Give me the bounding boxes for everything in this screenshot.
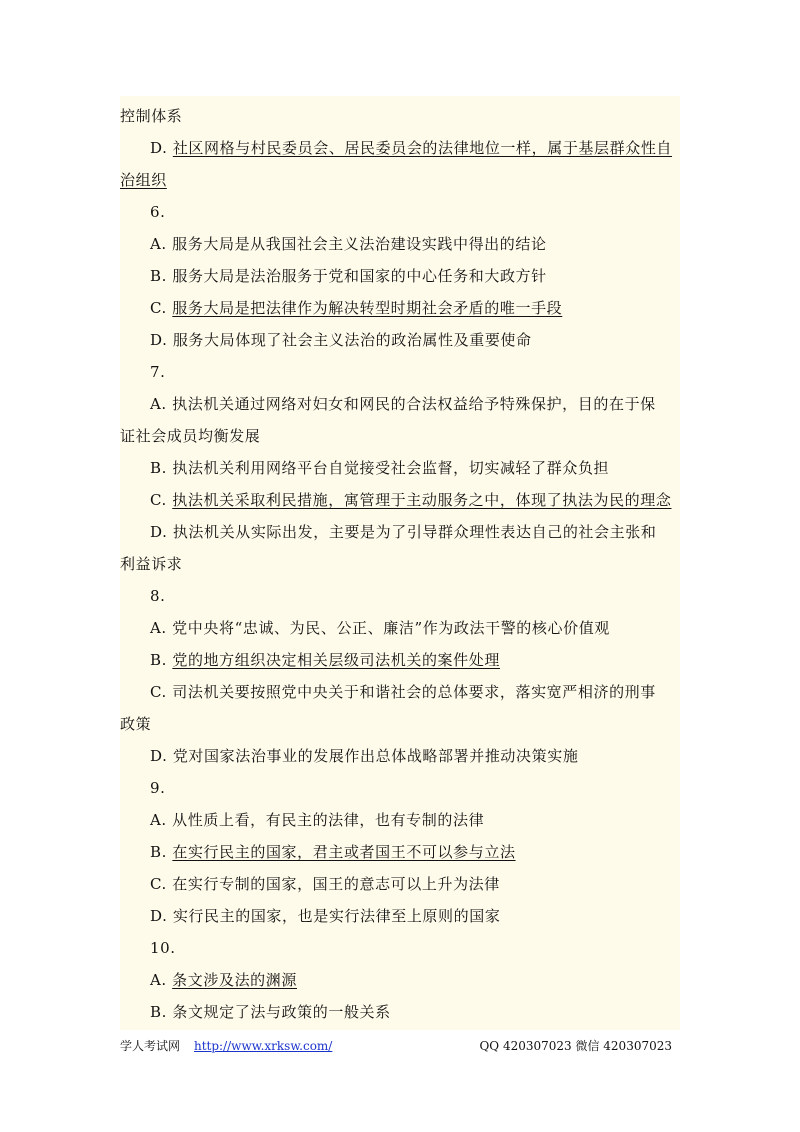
footer-url-link[interactable]: http://www.xrksw.com/ <box>194 1039 333 1053</box>
line-text: 司法机关要按照党中央关于和谐社会的总体要求，落实宽严相济的刑事 <box>172 683 656 701</box>
option-letter: D. <box>150 747 173 765</box>
line-text: 条文规定了法与政策的一般关系 <box>172 1003 391 1021</box>
text-line <box>120 1002 680 1022</box>
line-text: 党对国家法治事业的发展作出总体战略部署并推动决策实施 <box>172 747 579 765</box>
line-text: 服务大局是法治服务于党和国家的中心任务和大政方针 <box>172 267 547 285</box>
text-line <box>120 778 680 798</box>
option-letter: D. <box>150 523 173 541</box>
answer-text-underlined: 在实行民主的国家，君主或者国王不可以参与立法 <box>172 843 516 861</box>
option-letter: B. <box>150 651 173 669</box>
text-line <box>120 234 680 254</box>
line-text: 6. <box>150 203 166 221</box>
option-letter: C. <box>150 875 173 893</box>
line-text: 执法机关通过网络对妇女和网民的合法权益给予特殊保护，目的在于保 <box>172 395 656 413</box>
option-letter: D. <box>150 139 173 157</box>
document-body <box>120 96 680 1030</box>
text-line <box>120 650 680 670</box>
option-letter: C. <box>150 299 173 317</box>
line-text: 党中央将“忠诚、为民、公正、廉洁”作为政法干警的核心价值观 <box>172 619 610 637</box>
text-line <box>120 266 680 286</box>
option-letter: A. <box>150 619 173 637</box>
text-line <box>120 586 680 606</box>
text-line <box>120 522 680 542</box>
answer-text-underlined: 执法机关采取利民措施，寓管理于主动服务之中，体现了执法为民的理念 <box>172 491 672 509</box>
line-text: 政策 <box>120 715 152 733</box>
text-line <box>120 938 680 958</box>
answer-text-underlined: 服务大局是把法律作为解决转型时期社会矛盾的唯一手段 <box>172 299 563 317</box>
option-letter: A. <box>150 811 173 829</box>
text-line <box>120 170 680 190</box>
page-footer <box>120 1036 680 1056</box>
text-line <box>120 682 680 702</box>
text-line <box>120 554 680 574</box>
text-line <box>120 394 680 414</box>
text-line <box>120 714 680 734</box>
line-text: 在实行专制的国家，国王的意志可以上升为法律 <box>172 875 500 893</box>
line-text: 从性质上看，有民主的法律，也有专制的法律 <box>172 811 485 829</box>
option-letter: A. <box>150 971 173 989</box>
line-text: 7. <box>150 363 166 381</box>
option-letter: C. <box>150 683 173 701</box>
option-letter: D. <box>150 331 173 349</box>
text-line <box>120 458 680 478</box>
text-line <box>120 490 680 510</box>
line-text: 执法机关从实际出发，主要是为了引导群众理性表达自己的社会主张和 <box>172 523 657 541</box>
line-text: 10. <box>150 939 176 957</box>
text-line <box>120 906 680 926</box>
text-line <box>120 842 680 862</box>
text-line <box>120 874 680 894</box>
answer-text-underlined: 治组织 <box>120 171 167 189</box>
line-text: 服务大局体现了社会主义法治的政治属性及重要使命 <box>172 331 532 349</box>
answer-text-underlined: 条文涉及法的渊源 <box>172 971 297 989</box>
option-letter: B. <box>150 1003 173 1021</box>
answer-text-underlined: 社区网格与村民委员会、居民委员会的法律地位一样，属于基层群众性自 <box>172 139 673 157</box>
option-letter: D. <box>150 907 173 925</box>
text-line <box>120 426 680 446</box>
line-text: 服务大局是从我国社会主义法治建设实践中得出的结论 <box>172 235 547 253</box>
line-text: 证社会成员均衡发展 <box>120 427 261 445</box>
option-letter: B. <box>150 267 173 285</box>
line-text: 控制体系 <box>120 107 183 125</box>
text-line <box>120 618 680 638</box>
option-letter: A. <box>150 395 173 413</box>
answer-text-underlined: 党的地方组织决定相关层级司法机关的案件处理 <box>172 651 500 669</box>
option-letter: B. <box>150 843 173 861</box>
text-line <box>120 970 680 990</box>
line-text: 实行民主的国家，也是实行法律至上原则的国家 <box>172 907 501 925</box>
text-line <box>120 138 680 158</box>
text-line <box>120 330 680 350</box>
option-letter: B. <box>150 459 173 477</box>
line-text: 9. <box>150 779 166 797</box>
option-letter: A. <box>150 235 173 253</box>
text-line <box>120 746 680 766</box>
text-line <box>120 298 680 318</box>
line-text: 执法机关利用网络平台自觉接受社会监督，切实减轻了群众负担 <box>172 459 610 477</box>
text-line <box>120 362 680 382</box>
footer-contact: QQ 420307023 微信 420307023 <box>479 1039 672 1053</box>
text-line <box>120 106 680 126</box>
text-line <box>120 810 680 830</box>
option-letter: C. <box>150 491 173 509</box>
text-line <box>120 202 680 222</box>
footer-site-name: 学人考试网 <box>120 1039 181 1053</box>
line-text: 利益诉求 <box>120 555 183 573</box>
line-text: 8. <box>150 587 166 605</box>
